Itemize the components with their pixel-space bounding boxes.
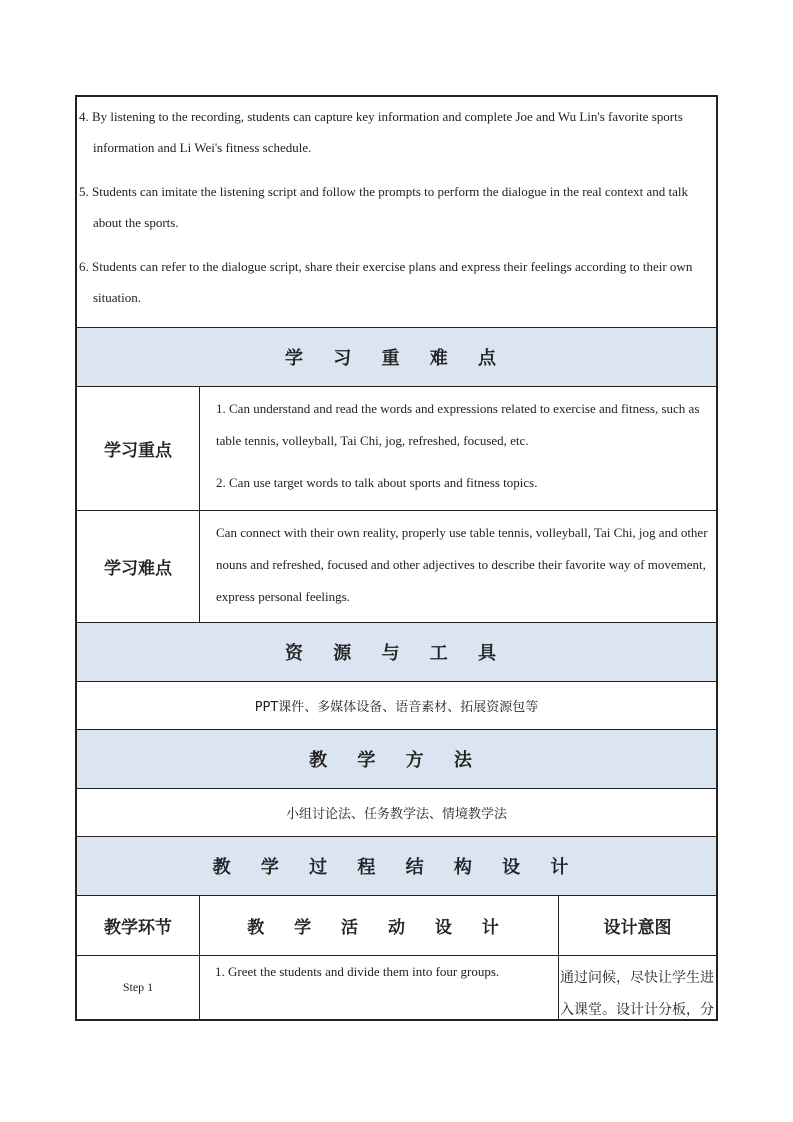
lesson-plan-table [75, 95, 718, 1021]
difficulty-label: 学习难点 [104, 559, 172, 579]
column-header-intent: 设计意图 [558, 896, 716, 955]
step-label: Step 1 [122, 980, 154, 994]
methods-header: 教 学 方 法 [77, 729, 716, 788]
objectives-row [77, 97, 716, 327]
focus-item-1: 1. Can understand and read the words and expressions related to exercise and fitness, such as table tennis, volleyball, Tai Chi, jog, refreshed, focused, etc. [216, 401, 700, 448]
focus-label: 学习重点 [104, 441, 172, 461]
difficulty-content [199, 511, 716, 622]
methods-content: 小组讨论法、任务教学法、情境教学法 [77, 788, 716, 836]
difficulty-row [77, 510, 716, 622]
process-column-header-row [77, 895, 716, 955]
focus-item-2: 2. Can use target words to talk about sports and fitness topics. [216, 475, 538, 490]
objective-4: 4. By listening to the recording, students can capture key information and complete Joe and Wu Lin's favorite sports information and Li Wei's fitness schedule. [79, 109, 683, 155]
objective-5: 5. Students can imitate the listening script and follow the prompts to perform the dialogue in the real context and talk about the sports. [79, 184, 689, 230]
process-header: 教 学 过 程 结 构 设 计 [77, 836, 716, 895]
column-header-activity: 教 学 活 动 设 计 [199, 896, 558, 955]
column-header-stage: 教学环节 [104, 918, 172, 938]
step-activity: 1. Greet the students and divide them into four groups. [199, 956, 558, 1019]
key-points-header: 学 习 重 难 点 [77, 327, 716, 386]
objectives-cell [77, 97, 716, 327]
focus-row [77, 386, 716, 510]
step-intent: 通过问候，尽快让学生进入课堂。设计计分板，分 [558, 956, 716, 1019]
objective-6: 6. Students can refer to the dialogue script, share their exercise plans and express their feelings according to their own situation. [79, 259, 693, 305]
focus-content [199, 387, 716, 510]
table-row [77, 955, 716, 1019]
resources-header: 资 源 与 工 具 [77, 622, 716, 681]
difficulty-text: Can connect with their own reality, properly use table tennis, volleyball, Tai Chi, jog and other nouns and refreshed, focused and other adjectives to describe their favorite way of movement, express personal feelings. [216, 525, 708, 604]
resources-content: PPT课件、多媒体设备、语音素材、拓展资源包等 [77, 681, 716, 729]
